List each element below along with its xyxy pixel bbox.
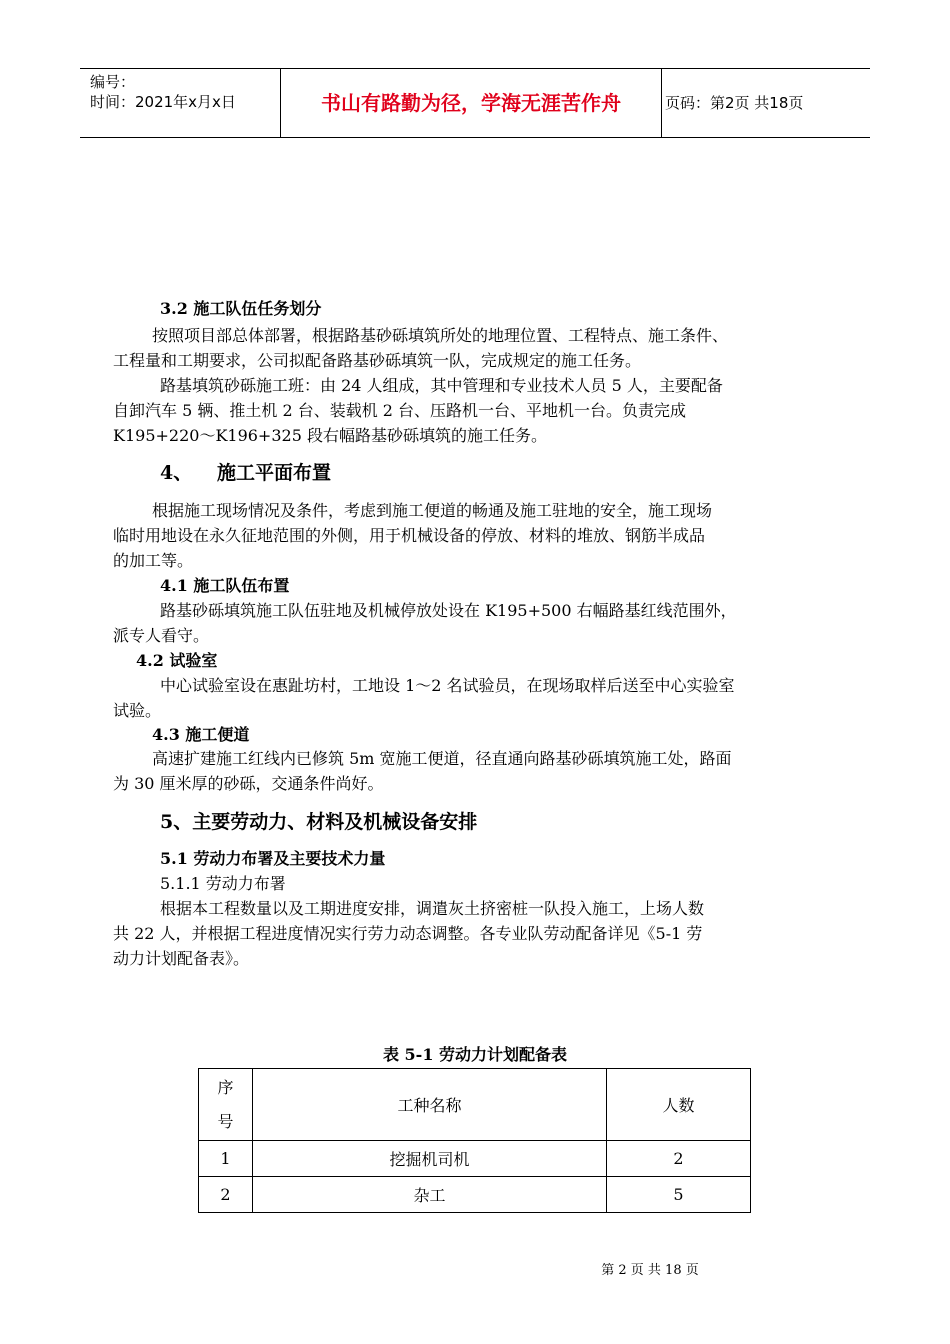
labor-plan-table [198,1068,751,1213]
row-seq: 1 [199,1141,253,1177]
page-footer [0,1259,950,1278]
paragraph-line: 动力计划配备表》。 [113,949,250,968]
header-name-cell: 工种名称 [253,1069,607,1141]
row-count: 5 [607,1177,751,1213]
paragraph-line: 高速扩建施工红线内已修筑 5m 宽施工便道，径直通向路基砂砾填筑施工处，路面 [152,749,732,768]
table-caption: 表 5-1 劳动力计划配备表 [382,1045,568,1064]
paragraph-line: 的加工等。 [113,551,194,570]
paragraph-line: K195+220～K196+325 段右幅路基砂砾填筑的施工任务。 [113,426,547,445]
row-name: 杂工 [253,1177,607,1213]
section-4-2-title: 4.2 试验室 [136,651,218,670]
page-header [80,68,870,138]
header-count-cell: 人数 [607,1069,751,1141]
section-4-title: 施工平面布置 [217,462,332,484]
section-5-1-title: 5.1 劳动力布署及主要技术力量 [160,849,386,868]
paragraph-line: 共 22 人，并根据工程进度情况实行劳力动态调整。各专业队劳动配备详见《5-1 劳 [113,924,703,943]
paragraph-line: 试验。 [113,701,162,720]
header-seq-bottom: 号 [217,1111,234,1131]
date-label: 时间：2021年x月x日 [90,93,236,111]
section-4-1-title: 4.1 施工队伍布置 [160,576,290,595]
section-4-3-title: 4.3 施工便道 [152,725,250,744]
paragraph-line: 为 30 厘米厚的砂砾，交通条件尚好。 [113,774,384,793]
table-row [199,1141,751,1177]
footer-page-number: 第 2 页 共 18 页 [601,1263,699,1278]
paragraph-line: 自卸汽车 5 辆、推土机 2 台、装载机 2 台、压路机一台、平地机一台。负责完成 [113,401,687,420]
paragraph-line: 根据施工现场情况及条件，考虑到施工便道的畅通及施工驻地的安全，施工现场 [152,501,713,520]
section-5-1-1-title: 5.1.1 劳动力布署 [160,874,286,893]
header-page-number: 页码：第2页 共18页 [665,94,804,112]
section-5-title: 5、主要劳动力、材料及机械设备安排 [160,811,478,833]
paragraph-line: 派专人看守。 [113,626,210,645]
paragraph-line: 临时用地设在永久征地范围的外侧，用于机械设备的停放、材料的堆放、钢筋半成品 [113,526,706,545]
paragraph-line: 路基砂砾填筑施工队伍驻地及机械停放处设在 K195+500 右幅路基红线范围外， [160,601,737,620]
header-info-cell [80,69,281,137]
header-motto: 书山有路勤为径，学海无涯苦作舟 [281,69,662,137]
section-4-number: 4、 [160,462,193,484]
row-name: 挖掘机司机 [253,1141,607,1177]
header-seq-top: 序 [217,1077,234,1097]
paragraph-line: 根据本工程数量以及工期进度安排，调遣灰土挤密桩一队投入施工，上场人数 [160,899,705,918]
table-header-row [199,1069,751,1141]
row-seq: 2 [199,1177,253,1213]
paragraph-line: 中心试验室设在惠趾坊村，工地设 1～2 名试验员，在现场取样后送至中心实验室 [160,676,735,695]
section-3-2-title: 3.2 施工队伍任务划分 [160,299,322,318]
paragraph-line: 按照项目部总体部署，根据路基砂砾填筑所处的地理位置、工程特点、施工条件、 [152,326,729,345]
row-count: 2 [607,1141,751,1177]
table-row [199,1177,751,1213]
paragraph-line: 工程量和工期要求，公司拟配备路基砂砾填筑一队，完成规定的施工任务。 [113,351,642,370]
header-seq-cell [199,1069,253,1141]
paragraph-line: 路基填筑砂砾施工班：由 24 人组成，其中管理和专业技术人员 5 人，主要配备 [160,376,723,395]
code-label: 编号： [90,73,136,91]
